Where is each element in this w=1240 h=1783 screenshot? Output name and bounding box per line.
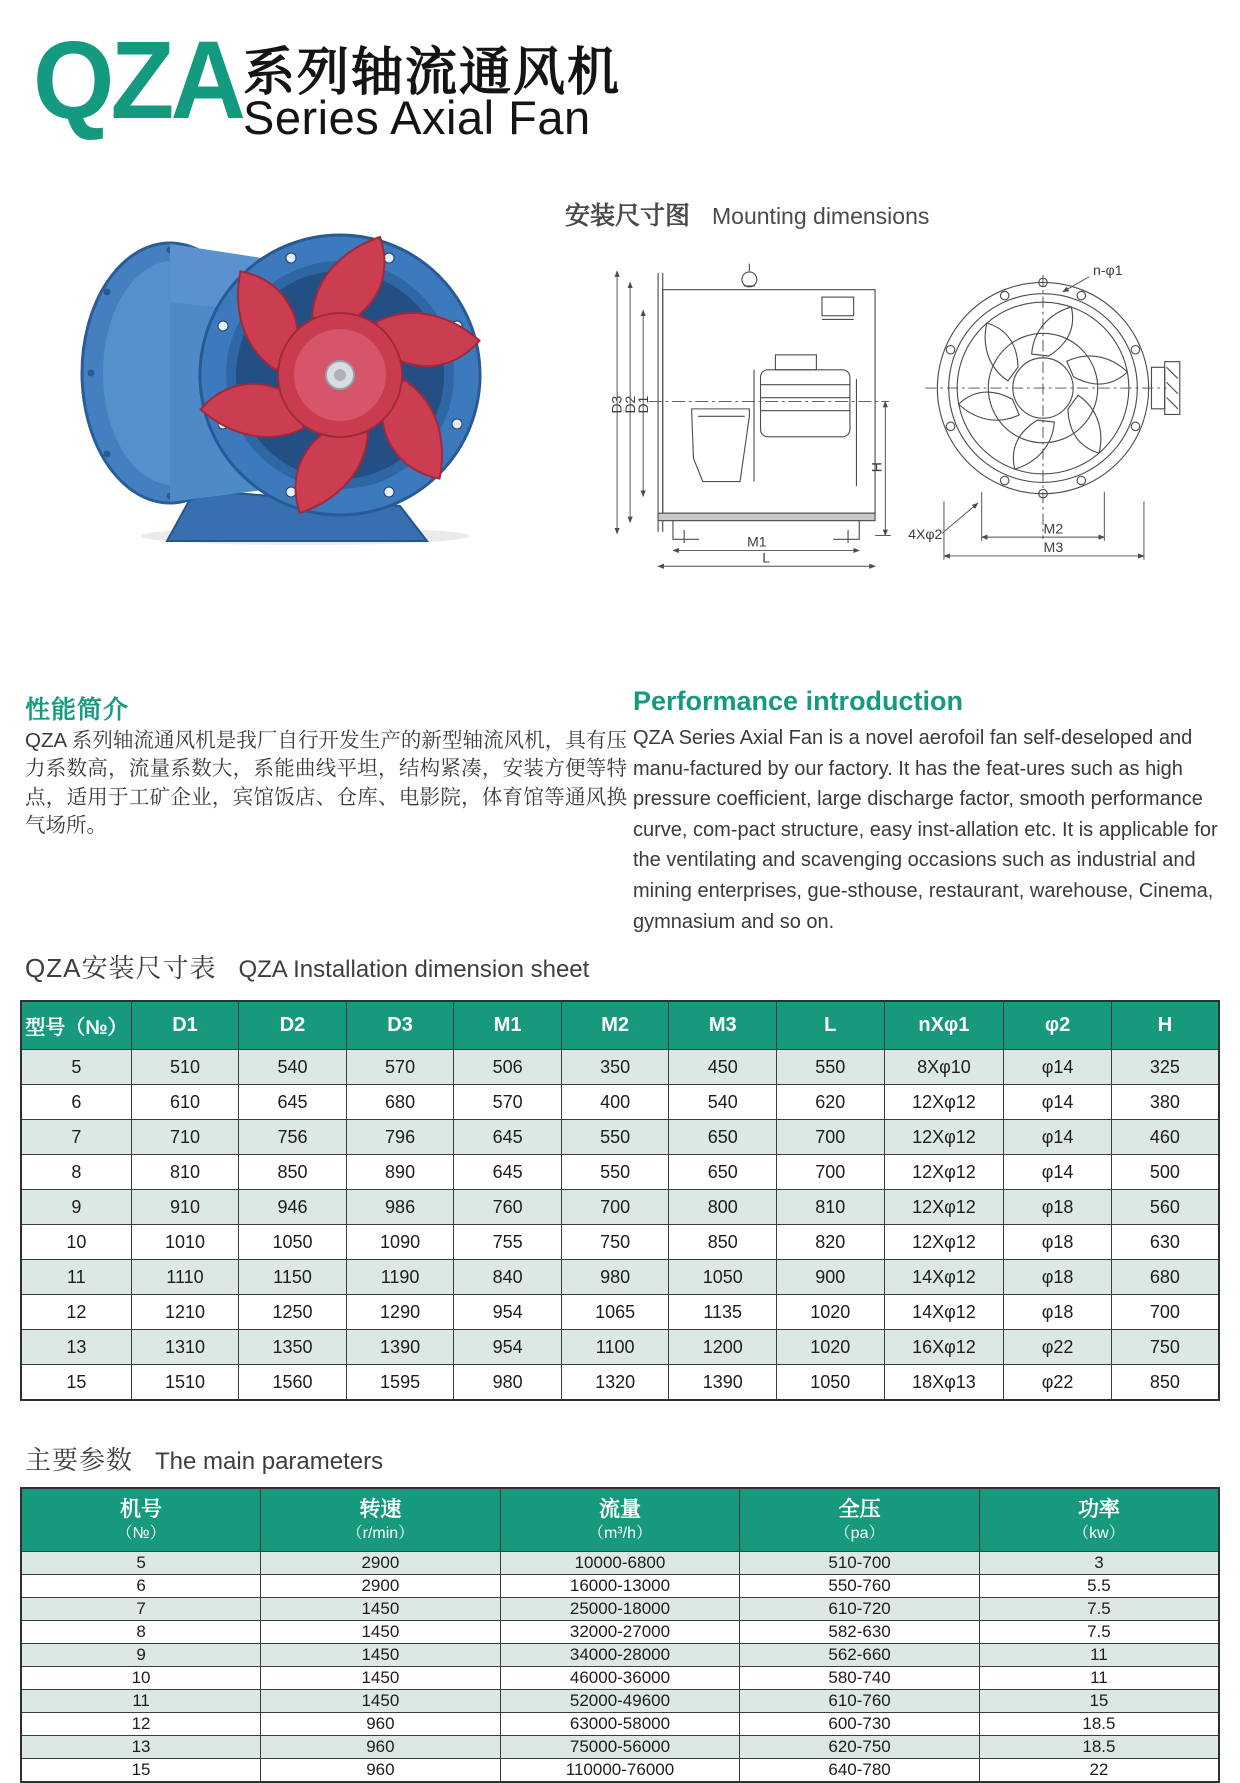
- table-cell: 710: [131, 1120, 239, 1155]
- table-cell: 63000-58000: [500, 1713, 740, 1736]
- table-cell: 25000-18000: [500, 1598, 740, 1621]
- table-cell: 13: [21, 1330, 131, 1365]
- table-cell: 550: [776, 1050, 884, 1085]
- table-cell: 900: [776, 1260, 884, 1295]
- table-cell: 620: [776, 1085, 884, 1120]
- table-cell: 1190: [346, 1260, 454, 1295]
- dim-label-d1: D1: [634, 395, 651, 414]
- table-cell: 450: [669, 1050, 777, 1085]
- performance-heading-zh: 性能简介: [25, 696, 130, 724]
- table-cell: 550-760: [740, 1575, 980, 1598]
- table-cell: 13: [21, 1736, 261, 1759]
- table-cell: 700: [561, 1190, 669, 1225]
- table-row: [21, 1365, 1219, 1401]
- table-cell: 1150: [239, 1260, 347, 1295]
- table-cell: 610: [131, 1085, 239, 1120]
- table-cell: 10: [21, 1667, 261, 1690]
- table-row: [21, 1713, 1219, 1736]
- table-cell: 760: [454, 1190, 562, 1225]
- table-row: [21, 1050, 1219, 1085]
- table-cell: 52000-49600: [500, 1690, 740, 1713]
- table-cell: 756: [239, 1120, 347, 1155]
- table-cell: 6: [21, 1575, 261, 1598]
- table-cell: 890: [346, 1155, 454, 1190]
- table-cell: 1390: [346, 1330, 454, 1365]
- table-cell: 550: [561, 1120, 669, 1155]
- table-cell: φ18: [1004, 1260, 1112, 1295]
- table-cell: 11: [979, 1667, 1219, 1690]
- dimension-table: [20, 1000, 1220, 1401]
- table-cell: 650: [669, 1155, 777, 1190]
- dimension-table-title-en: QZA Installation dimension sheet: [238, 956, 590, 983]
- mounting-dimensions-heading: [565, 196, 929, 232]
- table-cell: φ14: [1004, 1155, 1112, 1190]
- table-cell: 840: [454, 1260, 562, 1295]
- table-cell: 810: [776, 1190, 884, 1225]
- table-cell: 6: [21, 1085, 131, 1120]
- column-header: H: [1111, 1001, 1219, 1050]
- table-cell: 12Xφ12: [884, 1085, 1004, 1120]
- brand-logo: QZA: [33, 19, 243, 142]
- table-cell: 16000-13000: [500, 1575, 740, 1598]
- table-cell: 14Xφ12: [884, 1295, 1004, 1330]
- table-cell: 11: [21, 1690, 261, 1713]
- table-cell: 680: [346, 1085, 454, 1120]
- table-cell: 1050: [776, 1365, 884, 1401]
- table-cell: 562-660: [740, 1644, 980, 1667]
- table-cell: 110000-76000: [500, 1759, 740, 1783]
- table-cell: 910: [131, 1190, 239, 1225]
- table-cell: 820: [776, 1225, 884, 1260]
- table-row: [21, 1225, 1219, 1260]
- table-cell: 750: [1111, 1330, 1219, 1365]
- column-header: 全压 （pa）: [740, 1488, 980, 1552]
- table-cell: 12Xφ12: [884, 1225, 1004, 1260]
- performance-body-zh: QZA 系列轴流通风机是我厂自行开发生产的新型轴流风机，具有压力系数高，流量系数大，系能曲线平坦，结构紧凑，安装方便等特点，适用于工矿企业，宾馆饭店、仓库、电影院，体育馆等通风换气场所。: [25, 729, 627, 837]
- table-cell: 75000-56000: [500, 1736, 740, 1759]
- table-cell: 1450: [261, 1690, 501, 1713]
- table-row: [21, 1736, 1219, 1759]
- table-cell: 570: [454, 1085, 562, 1120]
- params-table-title: [25, 1440, 383, 1477]
- table-cell: 1135: [669, 1295, 777, 1330]
- column-header: 功率 （kw）: [979, 1488, 1219, 1552]
- table-cell: 11: [979, 1644, 1219, 1667]
- table-cell: φ22: [1004, 1365, 1112, 1401]
- dim-label-d2: D2: [621, 395, 638, 414]
- table-row: [21, 1690, 1219, 1713]
- table-cell: 12Xφ12: [884, 1155, 1004, 1190]
- table-cell: 12Xφ12: [884, 1120, 1004, 1155]
- page-title-zh: 系列轴流通风机: [243, 44, 622, 102]
- table-cell: 954: [454, 1330, 562, 1365]
- table-row: [21, 1598, 1219, 1621]
- table-cell: 14Xφ12: [884, 1260, 1004, 1295]
- table-cell: 610-760: [740, 1690, 980, 1713]
- table-row: [21, 1120, 1219, 1155]
- table-cell: 1350: [239, 1330, 347, 1365]
- table-cell: 1100: [561, 1330, 669, 1365]
- table-cell: 380: [1111, 1085, 1219, 1120]
- table-cell: 12: [21, 1713, 261, 1736]
- table-cell: 810: [131, 1155, 239, 1190]
- table-cell: 1595: [346, 1365, 454, 1401]
- table-cell: 7.5: [979, 1621, 1219, 1644]
- table-cell: 9: [21, 1644, 261, 1667]
- dim-label-m3: M3: [1043, 539, 1064, 556]
- params-table: [20, 1487, 1220, 1783]
- column-header: D2: [239, 1001, 347, 1050]
- table-cell: 946: [239, 1190, 347, 1225]
- column-header: 机号 （№）: [21, 1488, 261, 1552]
- fan-product-photo: [55, 210, 485, 546]
- table-cell: 32000-27000: [500, 1621, 740, 1644]
- table-cell: 600-730: [740, 1713, 980, 1736]
- table-cell: 46000-36000: [500, 1667, 740, 1690]
- table-cell: φ18: [1004, 1225, 1112, 1260]
- table-cell: 5: [21, 1050, 131, 1085]
- table-cell: 560: [1111, 1190, 1219, 1225]
- table-cell: 1110: [131, 1260, 239, 1295]
- table-cell: 650: [669, 1120, 777, 1155]
- table-cell: 7: [21, 1598, 261, 1621]
- table-cell: 980: [561, 1260, 669, 1295]
- table-cell: 325: [1111, 1050, 1219, 1085]
- table-cell: 1510: [131, 1365, 239, 1401]
- column-header: M3: [669, 1001, 777, 1050]
- table-cell: 645: [239, 1085, 347, 1120]
- params-table-title-zh: 主要参数: [25, 1445, 134, 1475]
- table-row: [21, 1295, 1219, 1330]
- table-cell: 960: [261, 1713, 501, 1736]
- table-cell: 580-740: [740, 1667, 980, 1690]
- table-cell: 980: [454, 1365, 562, 1401]
- table-cell: 11: [21, 1260, 131, 1295]
- table-cell: 8: [21, 1621, 261, 1644]
- table-cell: 1020: [776, 1295, 884, 1330]
- table-cell: 1450: [261, 1667, 501, 1690]
- table-cell: 986: [346, 1190, 454, 1225]
- dimension-table-title: [25, 948, 589, 985]
- table-cell: 15: [21, 1365, 131, 1401]
- table-cell: 18Xφ13: [884, 1365, 1004, 1401]
- table-cell: 2900: [261, 1552, 501, 1575]
- table-cell: φ18: [1004, 1295, 1112, 1330]
- table-cell: 620-750: [740, 1736, 980, 1759]
- table-cell: 2900: [261, 1575, 501, 1598]
- table-row: [21, 1190, 1219, 1225]
- performance-body-en: QZA Series Axial Fan is a novel aerofoil fan self-deseloped and manu-factured by our factory. It has the feat-ures such as high pressure coefficient, large discharge factor, smooth performance curve, com-pact structure, easy inst-allation etc. It is applicable for the ventilating and scavenging occasions such as industrial and mining enterprises, gue-sthouse, restaurant, warehouse, Cinema, gymnasium and so on.: [633, 727, 1218, 933]
- dim-label-d3: D3: [608, 395, 625, 414]
- front-view-drawing: [878, 256, 1208, 572]
- table-cell: 1390: [669, 1365, 777, 1401]
- table-cell: 960: [261, 1759, 501, 1783]
- column-header: nXφ1: [884, 1001, 1004, 1050]
- table-row: [21, 1667, 1219, 1690]
- table-cell: 15: [979, 1690, 1219, 1713]
- table-cell: 954: [454, 1295, 562, 1330]
- table-cell: 1050: [239, 1225, 347, 1260]
- table-row: [21, 1575, 1219, 1598]
- table-cell: φ22: [1004, 1330, 1112, 1365]
- table-header-row: [21, 1488, 1219, 1552]
- table-cell: 1450: [261, 1644, 501, 1667]
- table-cell: 5.5: [979, 1575, 1219, 1598]
- column-header: 转速 （r/min）: [261, 1488, 501, 1552]
- table-cell: 1320: [561, 1365, 669, 1401]
- mounting-heading-zh: 安装尺寸图: [565, 202, 691, 230]
- table-cell: 16Xφ12: [884, 1330, 1004, 1365]
- column-header: M1: [454, 1001, 562, 1050]
- table-cell: 960: [261, 1736, 501, 1759]
- table-cell: 550: [561, 1155, 669, 1190]
- table-cell: 8Xφ10: [884, 1050, 1004, 1085]
- performance-heading-en: Performance introduction: [633, 686, 964, 716]
- table-cell: 350: [561, 1050, 669, 1085]
- table-cell: 1010: [131, 1225, 239, 1260]
- table-cell: 510: [131, 1050, 239, 1085]
- table-cell: 1560: [239, 1365, 347, 1401]
- table-cell: 1450: [261, 1621, 501, 1644]
- params-table-title-en: The main parameters: [155, 1448, 384, 1475]
- table-cell: 750: [561, 1225, 669, 1260]
- table-cell: 1310: [131, 1330, 239, 1365]
- dim-label-n-phi1: n-φ1: [1092, 261, 1123, 278]
- table-cell: 1250: [239, 1295, 347, 1330]
- dim-label-h: H: [868, 462, 885, 473]
- table-cell: 400: [561, 1085, 669, 1120]
- table-cell: 460: [1111, 1120, 1219, 1155]
- table-row: [21, 1155, 1219, 1190]
- column-header: 流量 （m³/h）: [500, 1488, 740, 1552]
- table-row: [21, 1644, 1219, 1667]
- column-header: D3: [346, 1001, 454, 1050]
- table-cell: 582-630: [740, 1621, 980, 1644]
- table-row: [21, 1552, 1219, 1575]
- table-cell: 500: [1111, 1155, 1219, 1190]
- column-header: φ2: [1004, 1001, 1112, 1050]
- table-cell: φ14: [1004, 1050, 1112, 1085]
- table-cell: 3: [979, 1552, 1219, 1575]
- table-cell: 1200: [669, 1330, 777, 1365]
- table-cell: 12: [21, 1295, 131, 1330]
- table-cell: 506: [454, 1050, 562, 1085]
- table-cell: 1020: [776, 1330, 884, 1365]
- dim-label-m2: M2: [1043, 520, 1064, 537]
- table-cell: 18.5: [979, 1713, 1219, 1736]
- column-header: L: [776, 1001, 884, 1050]
- table-cell: 700: [776, 1155, 884, 1190]
- column-header: M2: [561, 1001, 669, 1050]
- table-cell: 15: [21, 1759, 261, 1783]
- table-cell: 34000-28000: [500, 1644, 740, 1667]
- table-row: [21, 1085, 1219, 1120]
- table-cell: 12Xφ12: [884, 1190, 1004, 1225]
- table-cell: 7: [21, 1120, 131, 1155]
- side-view-drawing: [598, 258, 910, 570]
- table-cell: 570: [346, 1050, 454, 1085]
- table-cell: 755: [454, 1225, 562, 1260]
- table-cell: 540: [669, 1085, 777, 1120]
- table-cell: 1450: [261, 1598, 501, 1621]
- table-cell: 5: [21, 1552, 261, 1575]
- table-cell: 1090: [346, 1225, 454, 1260]
- table-cell: 645: [454, 1120, 562, 1155]
- table-cell: 850: [669, 1225, 777, 1260]
- table-cell: 640-780: [740, 1759, 980, 1783]
- table-cell: 18.5: [979, 1736, 1219, 1759]
- table-row: [21, 1759, 1219, 1783]
- table-header-row: [21, 1001, 1219, 1050]
- dim-label-m1: M1: [747, 533, 767, 550]
- table-cell: 510-700: [740, 1552, 980, 1575]
- table-cell: 645: [454, 1155, 562, 1190]
- table-row: [21, 1260, 1219, 1295]
- table-cell: 610-720: [740, 1598, 980, 1621]
- table-cell: 1210: [131, 1295, 239, 1330]
- table-cell: 7.5: [979, 1598, 1219, 1621]
- table-cell: 1290: [346, 1295, 454, 1330]
- table-row: [21, 1621, 1219, 1644]
- table-cell: 1050: [669, 1260, 777, 1295]
- table-cell: 540: [239, 1050, 347, 1085]
- dim-label-4xphi2: 4Xφ2: [908, 525, 943, 542]
- table-cell: φ18: [1004, 1190, 1112, 1225]
- dim-label-l: L: [762, 549, 770, 566]
- table-cell: 1065: [561, 1295, 669, 1330]
- table-cell: 630: [1111, 1225, 1219, 1260]
- table-cell: 10: [21, 1225, 131, 1260]
- table-cell: 9: [21, 1190, 131, 1225]
- mounting-heading-en: Mounting dimensions: [712, 203, 930, 229]
- dimension-table-title-zh: QZA安装尺寸表: [25, 953, 217, 983]
- column-header: D1: [131, 1001, 239, 1050]
- table-row: [21, 1330, 1219, 1365]
- table-cell: 700: [1111, 1295, 1219, 1330]
- table-cell: 700: [776, 1120, 884, 1155]
- column-header: 型号（№）: [21, 1001, 131, 1050]
- table-cell: 8: [21, 1155, 131, 1190]
- table-cell: 800: [669, 1190, 777, 1225]
- table-cell: 10000-6800: [500, 1552, 740, 1575]
- table-cell: 850: [239, 1155, 347, 1190]
- table-cell: 796: [346, 1120, 454, 1155]
- page-title-en: Series Axial Fan: [243, 91, 591, 144]
- table-cell: 680: [1111, 1260, 1219, 1295]
- table-cell: 22: [979, 1759, 1219, 1783]
- table-cell: 850: [1111, 1365, 1219, 1401]
- table-cell: φ14: [1004, 1120, 1112, 1155]
- table-cell: φ14: [1004, 1085, 1112, 1120]
